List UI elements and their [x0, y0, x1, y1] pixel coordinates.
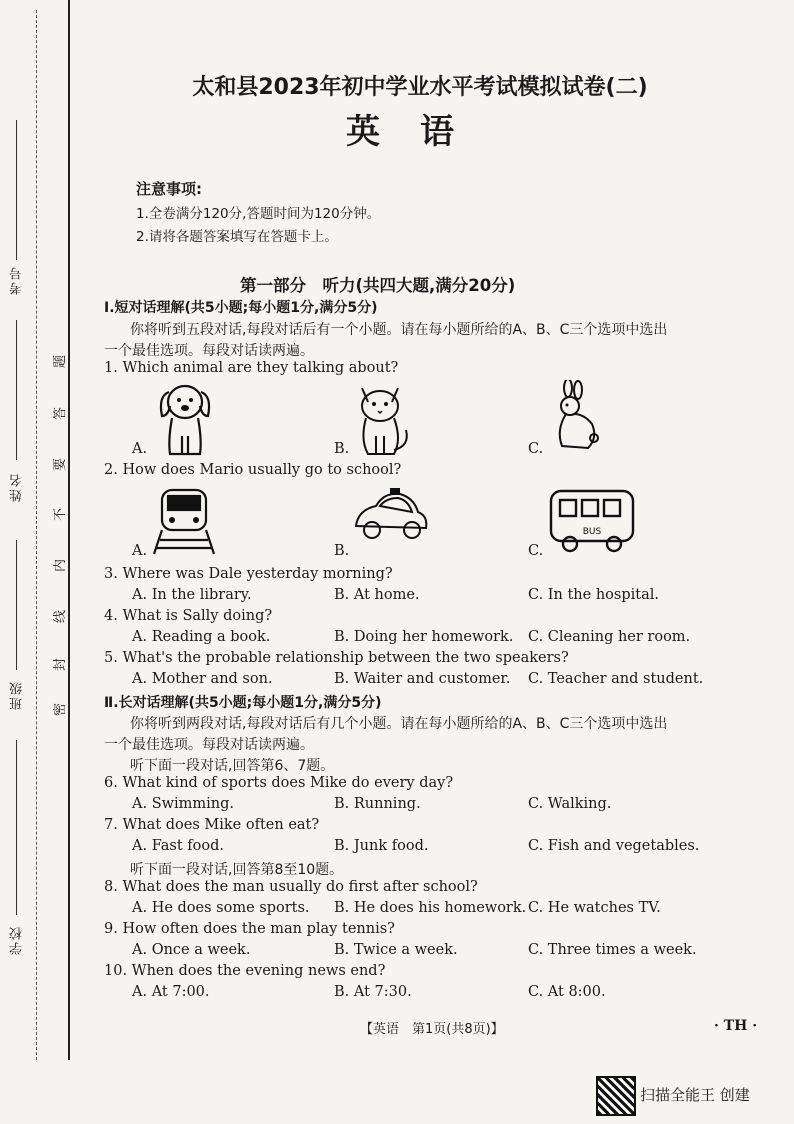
question-stem: 7. What does Mike often eat? [104, 817, 320, 833]
question-stem: 2. How does Mario usually go to school? [104, 462, 402, 478]
option-b: B. Junk food. [334, 838, 429, 854]
option-b: B. Twice a week. [334, 942, 458, 958]
exam-no-label: 考号 [10, 265, 25, 295]
part-title: 第一部分 听力(共四大题,满分20分) [240, 276, 516, 295]
option-a: A. [132, 543, 148, 559]
option-c: C. [528, 543, 544, 559]
question-stem: 1. Which animal are they talking about? [104, 360, 399, 376]
question-stem: 4. What is Sally doing? [104, 608, 273, 624]
option-b: B. Waiter and customer. [334, 671, 511, 687]
question-stem: 3. Where was Dale yesterday morning? [104, 566, 393, 582]
seal-char: 线 [53, 609, 69, 624]
name-blank [16, 320, 17, 460]
seal-char: 不 [53, 507, 69, 522]
question-stem: 8. What does the man usually do first after school? [104, 879, 478, 895]
scanner-watermark: 扫描全能王 创建 [640, 1086, 750, 1104]
page-footer: 【英语 第1页(共8页)】 [360, 1022, 504, 1037]
section-title: Ⅱ.长对话理解(共5小题;每小题1分,满分5分) [104, 695, 382, 711]
notice-item: 1.全卷满分120分,答题时间为120分钟。 [136, 206, 381, 222]
option-a: A. [132, 441, 148, 457]
option-c: C. Three times a week. [528, 942, 697, 958]
option-a: A. Reading a book. [132, 629, 271, 645]
section-title: Ⅰ.短对话理解(共5小题;每小题1分,满分5分) [104, 300, 378, 316]
qr-code-icon [596, 1076, 636, 1116]
option-c: C. In the hospital. [528, 587, 659, 603]
option-c: C. He watches TV. [528, 900, 661, 916]
question-stem: 5. What's the probable relationship between the two speakers? [104, 650, 569, 666]
section-instructions: 你将听到五段对话,每段对话后有一个小题。请在每小题所给的A、B、C三个选项中选出 [130, 322, 668, 338]
option-a: A. Mother and son. [132, 671, 273, 687]
dog-icon [152, 380, 218, 458]
option-a: A. Fast food. [132, 838, 225, 854]
school-label: 学校 [10, 925, 25, 955]
section-instructions: 你将听到两段对话,每段对话后有几个小题。请在每小题所给的A、B、C三个选项中选出 [130, 716, 668, 732]
seal-char: 要 [53, 457, 69, 472]
binding-line [68, 0, 70, 1060]
option-a: A. At 7:00. [132, 984, 210, 1000]
notice-heading: 注意事项: [136, 180, 202, 198]
option-a: A. He does some sports. [132, 900, 310, 916]
notice-item: 2.请将各题答案填写在答题卡上。 [136, 229, 338, 245]
option-b: B. At 7:30. [334, 984, 412, 1000]
option-b: B. Doing her homework. [334, 629, 514, 645]
class-blank [16, 540, 17, 670]
footer-code: · TH · [714, 1018, 758, 1034]
option-c: C. [528, 441, 544, 457]
option-c: C. Walking. [528, 796, 612, 812]
option-b: B. Running. [334, 796, 421, 812]
seal-char: 内 [53, 558, 69, 573]
dashed-fold-line [36, 10, 37, 1060]
name-label: 姓名 [10, 472, 25, 502]
car-icon [352, 486, 430, 546]
bus-label: BUS [582, 527, 602, 537]
option-b: B. At home. [334, 587, 420, 603]
exam-no-blank [16, 120, 17, 260]
option-b: B. He does his homework. [334, 900, 527, 916]
exam-title: 太和县2023年初中学业水平考试模拟试卷(二) [192, 75, 648, 100]
seal-char: 题 [53, 354, 69, 369]
section-instructions: 一个最佳选项。每段对话读两遍。 [104, 737, 314, 753]
group-instructions: 听下面一段对话,回答第8至10题。 [130, 862, 344, 878]
option-a: A. In the library. [132, 587, 252, 603]
train-icon [152, 484, 218, 556]
section-instructions: 一个最佳选项。每段对话读两遍。 [104, 343, 314, 359]
class-label: 班级 [10, 680, 25, 710]
group-instructions: 听下面一段对话,回答第6、7题。 [130, 758, 335, 774]
option-c: C. Cleaning her room. [528, 629, 691, 645]
bus-icon [548, 488, 636, 554]
option-c: C. At 8:00. [528, 984, 606, 1000]
seal-char: 封 [53, 657, 69, 672]
option-b: B. [334, 441, 350, 457]
rabbit-icon [548, 380, 606, 454]
school-blank [16, 740, 17, 915]
cat-icon [352, 380, 414, 458]
subject-title: 英语 [346, 112, 494, 152]
option-c: C. Teacher and student. [528, 671, 704, 687]
option-c: C. Fish and vegetables. [528, 838, 700, 854]
seal-char: 密 [53, 702, 69, 717]
question-stem: 10. When does the evening news end? [104, 963, 386, 979]
question-stem: 9. How often does the man play tennis? [104, 921, 395, 937]
option-b: B. [334, 543, 350, 559]
option-a: A. Once a week. [132, 942, 251, 958]
option-a: A. Swimming. [132, 796, 235, 812]
question-stem: 6. What kind of sports does Mike do every day? [104, 775, 454, 791]
seal-char: 答 [53, 406, 69, 421]
